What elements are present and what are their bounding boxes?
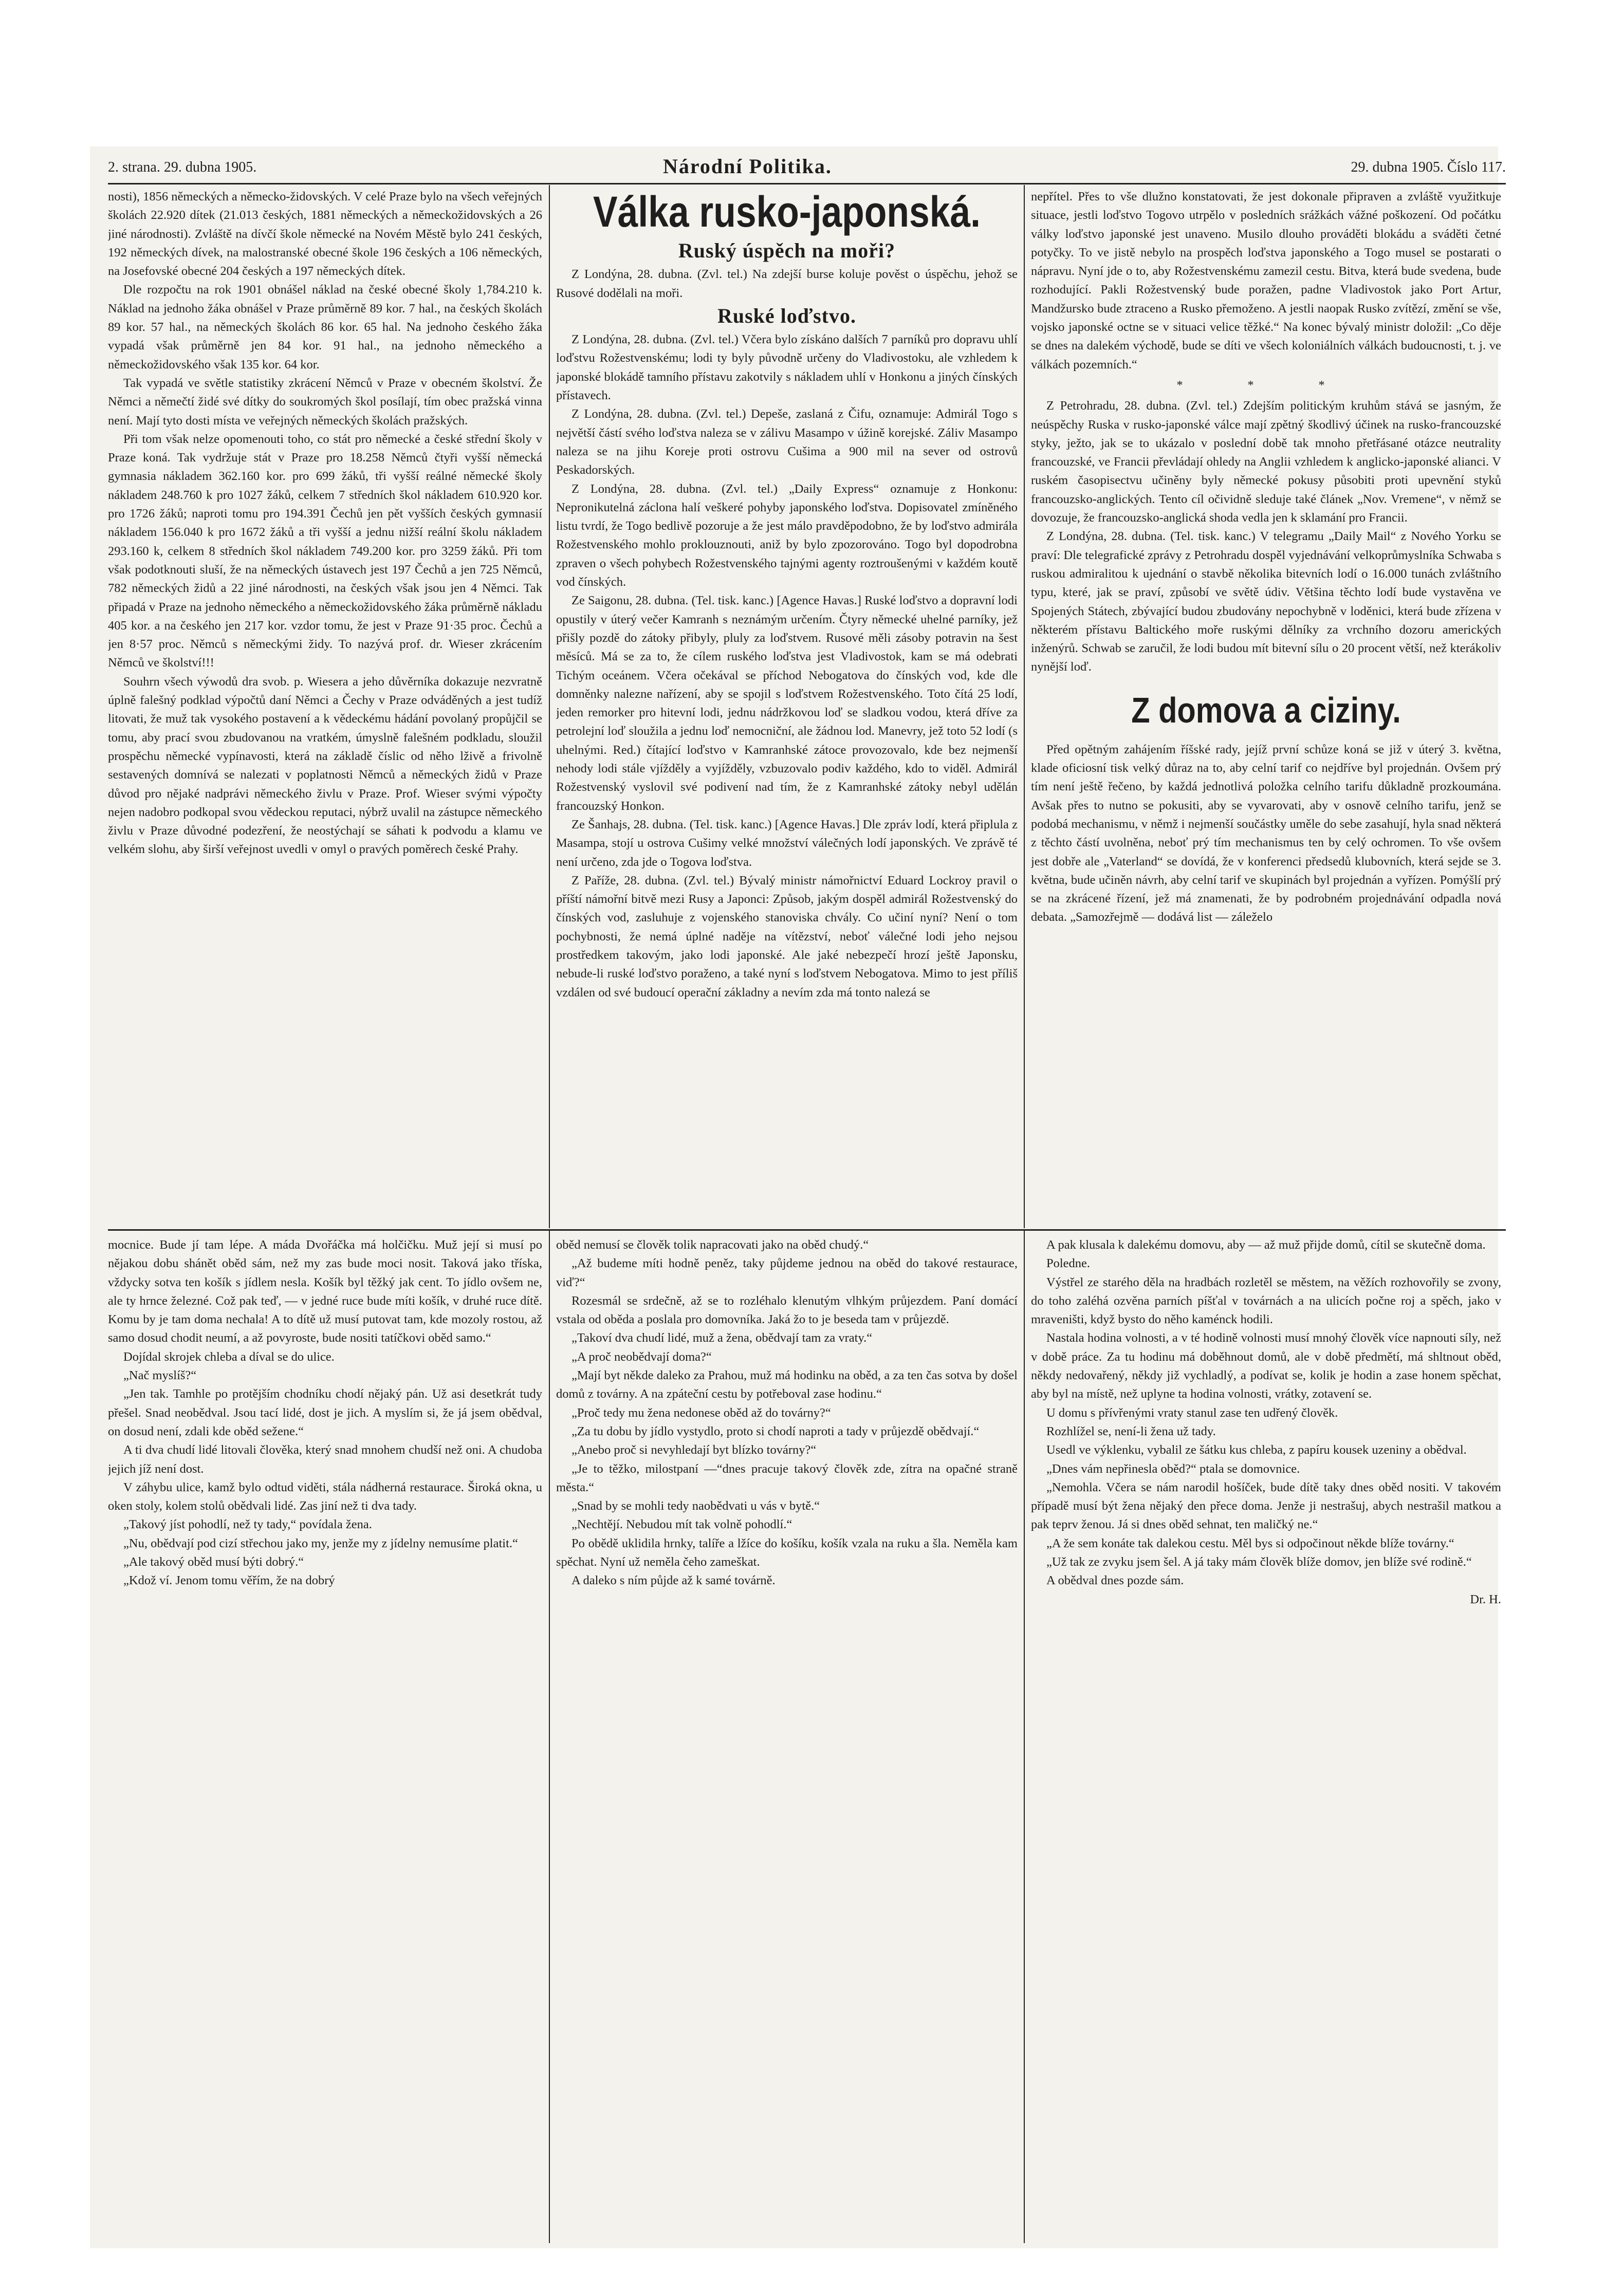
story-paragraph: A obědval dnes pozde sám. — [1046, 1573, 1184, 1588]
story-paragraph: Usedl ve výklenku, vybalil ze šátku kus chleba, z papíru kousek uzeniny a obědval. — [1046, 1443, 1467, 1457]
feuilleton-column-1 — [108, 1236, 542, 2243]
news-item: Ze Šanhajs, 28. dubna. (Tel. tisk. kanc.) [Agence Havas.] Dle zpráv lodí, která připlula z Masampa, stojí u ostrova Cušimy velké množství válečných lodí japonských. Ve zprávě té není určeno, zda jde o Togova loďstva. — [556, 817, 1018, 869]
news-item: nepřítel. Přes to vše dlužno konstatovati, že jest dokonale připraven a zvláště využitkuje situace, jestli loďstvo Togovo utrpělo v posledních srážkách vážné poškození. Od počátku války loďstvo japonské jest unaveno. Musilo dlouho prováděti blokádu a sváděti četné potyčky. To ve jistě nebylo na prospěch loďstva japonského a Togo musel se postarati o nápravu. Nyní jde o to, aby Rožestvenskému zamezil cestu. Bitva, která bude svedena, bude rozhodující. Pakli Rožestvenský bude poražen, padne Vladivostok jako Port Artur, Mandžursko bude ztraceno a Rusko přemoženo. A jestli naopak Rusko zvítězí, změní se vše, vojsko japonské octne se v situaci velice těžké.“ Na konec bývalý ministr doložil: „Co děje se dnes na dalekém východě, bude se díti ve všech koloniálních válkách budoucnosti, t. j. ve válkách pozemních.“ — [1031, 190, 1501, 372]
column-middle-war-news — [556, 186, 1018, 1224]
news-item: Z Londýna, 28. dubna. (Tel. tisk. kanc.) V telegramu „Daily Mail“ z Nového Yorku se praví: Dle telegrafické zprávy z Petrohradu dospěl vyjednávání velkoprůmyslníka Schwaba s ruskou admiralitou k ujednání o stavbě několika bitevních lodí o 16.000 tunách zvláštního typu, které, jak se praví, způsobí ve světě údiv. Většina těchto lodí bude vystavěna ve Spojených Státech, zbývající budou zbudovány nepochybně v loděnici, která bude zřízena v některém přístavu Baltického moře ruskými dělníky za vrchního dozoru amerických inženýrů. Schwab se zaručil, že lodi budou mít bitevní sílu o 20 procent větší, než kterákoliv nynější loď. — [1031, 529, 1501, 674]
article-paragraph: nosti), 1856 německých a německo-židovských. V celé Praze bylo na všech veřejných školách 22.920 dítek (21.013 českých, 1881 německých a německožidovských a 26 jiné národnosti). Zvláště na dívčí škole německé na Novém Městě bylo 241 českých, 192 německých dívek, na malostranské obecné škole 196 českých a 106 německých, na Josefovské obecné 204 českých a 197 německých dítek. — [108, 190, 542, 279]
column-right-news — [1031, 188, 1501, 1223]
headline-war: Válka rusko-japonská. — [593, 188, 981, 236]
article-paragraph: Dle rozpočtu na rok 1901 obnášel náklad na české obecné školy 1,784.210 k. Náklad na jednoho žáka obnášel v Praze průměrně 89 kor. 7 hal., na českých školách 89 kor. 57 hal., na německých školách 86 kor. 65 hal. Na jednoho českého žáka vypadá však průměrně jen 84 kor. 91 hal., na jednoho německého a německožidovského však 135 kor. 64 kor. — [108, 283, 542, 372]
story-paragraph: „Ale takový oběd musí býti dobrý.“ — [123, 1555, 304, 1569]
feuilleton-divider-2 — [1024, 1231, 1025, 2243]
story-paragraph: „Jen tak. Tamhle po protějším chodníku chodí nějaký pán. Už asi desetkrát tudy přešel. Snad neobědval. Jsou tací lidé, dost je jich. A myslím si, že já jsem obědval, on dosud není, zdali kde oběd sežene.“ — [108, 1387, 542, 1438]
feuilleton-column-2 — [556, 1236, 1018, 2243]
story-paragraph: A ti dva chudí lidé litovali člověka, který snad mnohem chudší než oni. A chudoba jejich jíž není dost. — [108, 1443, 542, 1476]
news-item: Před opětným zahájením říšské rady, jejíž první schůze koná se již v úterý 3. května, klade oficiosní tisk velký důraz na to, aby celní tarif co nejdříve byl projednán. Ovšem prý tím není ještě řečeno, by každá jednotlivá položka celního tarifu důkladně prozkoumána. Avšak přes to nutno se pokusiti, aby se vyvarovati, aby v osnově celního tarifu, jenž se podobá mechanismu, v němž i nejmenší součástky uměle do sebe zasahují, hyla snad některá z těchto částí uvolněna, neboť prý tím mechanismus ten by celý ochromen. To vše ovšem jest dobře ale „Vaterland“ se dovídá, že v konferenci předsedů klubovních, která sejde se 3. května, bude učiněn návrh, aby celní tarif ve skupinách byl projednán a vyřízen. Pomýšlí prý se na zkrácené řízení, jež má znamenati, že by podrobném projednávání odpadla nová debata. „Samozřejmě — dodává list — záleželo — [1031, 742, 1501, 924]
story-paragraph: „Už tak ze zvyku jsem šel. A já taky mám člověk blíže domov, jen blíže své rodině.“ — [1046, 1555, 1472, 1569]
feuilleton-rule — [108, 1229, 1506, 1231]
story-paragraph: „Snad by se mohli tedy naobědvati u vás v bytě.“ — [571, 1499, 820, 1513]
story-paragraph: „Takový jíst pohodlí, než ty tady,“ povídala žena. — [123, 1517, 372, 1532]
masthead-date-left: 2. strana. 29. dubna 1905. — [108, 159, 257, 175]
news-item: Z Londýna, 28. dubna. (Zvl. tel.) Včera bylo získáno dalších 7 parníků pro dopravu uhlí loďstvu Rožestvenskému; lodi ty byly původně určeny do Vladivostoku, ale vzhledem k japonské blokádě tamního přístavu zakotvily s nákladem uhlí v Honkonu a jiných čínských přístavech. — [556, 332, 1018, 403]
article-paragraph: Tak vypadá ve světle statistiky zkrácení Němců v Praze v obecném školství. Že Němci a němečtí židé své dítky do soukromých škol posílají, tím obec pražská vinna není. Mají tyto dosti místa ve veřejných německých školách pražských. — [108, 376, 542, 428]
subhead-russian-fleet: Ruské loďstvo. — [717, 304, 857, 327]
story-paragraph: „Nechtějí. Nebudou mít tak volně pohodlí.“ — [571, 1517, 792, 1532]
story-paragraph: Nastala hodina volnosti, a v té hodině volnosti musí mnohý člověk více napnouti síly, než v době práce. Za tu hodinu má doběhnout domů, ale v době předmětí, má shltnout oběd, někdy nedovařený, někdy již vychladlý, a podívat se, kolik je hodin a zase honem spěchat, aby byl na místě, než uplyne ta hodina volnosti, vrátky, zotavení se. — [1031, 1331, 1501, 1401]
author-signature: Dr. H. — [1470, 1592, 1501, 1606]
story-paragraph: „Dnes vám nepřinesla oběd?“ ptala se domovnice. — [1046, 1461, 1300, 1476]
story-paragraph: „Proč tedy mu žena nedonese oběd až do továrny?“ — [571, 1405, 831, 1420]
subhead-naval-success: Ruský úspěch na moři? — [678, 239, 896, 262]
story-paragraph: Poledne. — [1046, 1256, 1091, 1271]
story-paragraph: „Nu, obědvají pod cizí střechou jako my, jenže my z jídelny nemusíme platit.“ — [123, 1536, 518, 1550]
article-paragraph: Souhrn všech výwodů dra svob. p. Wiesera a jeho důvěrníka dokazuje nezvratně úplně falešný podklad výpočtů daní Němci a Čechy v Praze odváděných a jest tudíž litovati, že muž tak vysokého postavení a k vědeckému hádání povolaný propůjčil se tomu, aby prací svou zbudovanou na vratkém, úmyslně falešném podkladu, sloužil prospěchu německé vypínavosti, která na základě číslic od něho lživě a frivolně sestavených domnívá se nalezati v poplatnosti Němců a německých židů v Praze důvod pro nějaké nadprávi německého živlu v Praze. Prof. Wieser svými výpočty nejen nadobro podkopal svou vědeckou reputaci, nýbrž uvalil na zástupce německého živlu v Praze důvodné podezření, že neostýchají se sáhati k podvodu a klamu ve velkém slohu, aby širší veřejnost uvedli v omyl o pravých poměrech české Prahy. — [108, 674, 542, 857]
masthead-date-right: 29. dubna 1905. Číslo 117. — [1351, 159, 1506, 175]
section-separator: * * * — [1176, 378, 1356, 392]
story-paragraph: „A proč neobědvají doma?“ — [571, 1349, 712, 1364]
article-paragraph: Při tom však nelze opomenouti toho, co stát pro německé a české střední školy v Praze koná. Tak vydržuje stát v Praze pro 18.258 Němců čtyři vyšší německá gymnasia nákladem 362.160 kor. pro 699 žáků, tři vyšší reálné německé školy nákladem 248.760 k pro 1027 žáků, celkem 7 středních škol nákladem 610.920 kor. pro 1726 žáků; naproti tomu pro 194.391 Čechů jen pět vyšších českých gymnasií nákladem 156.040 k pro 1672 žáků a tři vyšší a jednu nižší reální školu nákladem 293.160 k, celkem 8 středních škol nákladem 749.200 kor. pro 3259 žáků. Při tom však podotknouti sluší, že na německých ústavech jest 197 Čechů a jen 725 Němců, 782 německých židů a 22 jiné národnosti, na českých však jsou jen 4 Němci. Tak připadá v Praze na jednoho německého a německožidovského žáka průměrně nákladu 405 kor. a na českého jen 217 kor. vzdor tomu, že jest v Praze 91·35 proc. Čechů a jen 8·57 proc. Němců s německými židy. To nazývá prof. dr. Wieser zkrácením Němců ve školství!!! — [108, 432, 542, 670]
news-item: Z Londýna, 28. dubna. (Zvl. tel.) Na zdejší burse koluje pověst o úspěchu, jehož se Rusové dodělali na moři. — [556, 267, 1018, 300]
story-paragraph: U domu s přívřenými vraty stanul zase ten udřený člověk. — [1046, 1405, 1338, 1420]
section-title-domestic: Z domova a ciziny. — [1131, 690, 1401, 730]
story-paragraph: „Až budeme míti hodně peněz, taky půjdeme jednou na oběd do takové restaurace, viď?“ — [556, 1256, 1018, 1289]
masthead — [108, 154, 1506, 185]
news-item: Z Petrohradu, 28. dubna. (Zvl. tel.) Zdejším politickým kruhům stává se jasným, že neúspěchy Ruska v rusko-japonské válce mají zpětný škodlivý účinek na rusko-francouzské styky, ježto, jak se to ukázalo v poslední době tak mnoho přetřásané otázce neutrality francouzské, ve Francii převládají ohledy na Anglii vzhledem k anglicko-japonské alianci. V ruském časopisectvu učiněny byly německé pokusy působiti proti upevnění styků francouzsko-anglických. Tento cíl očividně sleduje také článek „Nov. Vremene“, v němž se dovozuje, že francouzsko-anglická shoda vedla jen k sklamání pro Francii. — [1031, 399, 1501, 525]
story-paragraph: V záhybu ulice, kamž bylo odtud viděti, stála nádherná restaurace. Široká okna, u oken stoly, kolem stolů obědvali lidé. Zas jiní než ti dva tady. — [108, 1480, 542, 1513]
story-paragraph: „Takoví dva chudí lidé, muž a žena, obědvají tam za vraty.“ — [571, 1331, 873, 1345]
masthead-rule — [108, 183, 1506, 184]
story-paragraph: Dojídal skrojek chleba a díval se do ulice. — [123, 1349, 335, 1364]
story-paragraph: „Za tu dobu by jídlo vystydlo, proto si chodí naproti a tady v průjezdě obědvají.“ — [571, 1424, 980, 1438]
story-paragraph: „A že sem konáte tak dalekou cestu. Měl bys si odpočinout někde blíže továrny.“ — [1046, 1536, 1454, 1550]
story-paragraph: „Nemohla. Včera se nám narodil hošíček, bude dítě taky dnes oběd nositi. V takovém případě musí být žena nějaký den přece doma. Jenže ji nestrašuj, abych nestrašil matkou a pak teprv ženou. Já si dnes oběd sehnat, ten maličký ne.“ — [1031, 1480, 1501, 1532]
story-paragraph: „Anebo proč si nevyhledají byt blízko továrny?“ — [571, 1443, 817, 1457]
masthead-title: Národní Politika. — [663, 155, 832, 178]
story-paragraph: Rozhlížel se, není-li žena už tady. — [1046, 1424, 1216, 1438]
story-paragraph: oběd nemusí se člověk tolik napracovati jako na oběd chudý.“ — [556, 1238, 869, 1252]
column-divider-1 — [549, 185, 550, 1228]
news-item: Z Londýna, 28. dubna. (Zvl. tel.) Depeše, zaslaná z Čifu, oznamuje: Admirál Togo s největší částí svého loďstva naleza se v zálivu Masampo v úžině korejské. Záliv Masampo naleza se na jihu Koreje proti ostrovu Cušima a 900 mil na sever od ostrovů Peskadorských. — [556, 407, 1018, 477]
story-paragraph: „Mají byt někde daleko za Prahou, muž má hodinku na oběd, a za ten čas sotva by došel domů z továrny. A na zpáteční cestu by potřeboval zase hodinu.“ — [556, 1368, 1018, 1401]
story-paragraph: A daleko s ním půjde až k samé továrně. — [571, 1573, 776, 1588]
story-paragraph: „Kdož ví. Jenom tomu věřím, že na dobrý — [123, 1573, 335, 1588]
story-paragraph: A pak klusala k dalekému domovu, aby — až muž přijde domů, cítil se skutečně doma. — [1046, 1238, 1486, 1252]
column-left-statistics — [108, 188, 542, 1220]
story-paragraph: Výstřel ze starého děla na hradbách rozletěl se městem, na věžích rozhovořily se zvony, do toho zaléhá ozvěna parních píšťal v továrnách a na ulicích počne roj a spěch, jako v mraveništi, když bysto do něho kaménck hodili. — [1031, 1275, 1501, 1327]
feuilleton-divider-1 — [549, 1231, 550, 2243]
story-paragraph: „Je to těžko, milostpaní —“dnes pracuje takový člověk zde, zítra na opačné straně města.“ — [556, 1461, 1018, 1494]
news-item: Ze Saigonu, 28. dubna. (Tel. tisk. kanc.) [Agence Havas.] Ruské loďstvo a dopravní lodi opustily v úterý večer Kamranh s neznámým určením. Čtyry německé uhelné parníky, jež přišly pozdě do zátoky přibyly, pluly za loďstvem. Rusové měli zásoby potravin na šest měsíců. Má se za to, že cílem ruského loďstva jest Vladivostok, kam se má odebrati Tichým oceánem. Včera očekával se příchod Nebogatova do čínských vod, kde dle domněnky nalezne nařízení, aby se spojil s loďstvem Rožestvenského. Toto čítá 25 lodí, jeden remorker pro hitevní lodi, jednu nádržkovou loď se sladkou vodou, která dříve za petrolejní loď sloužila a jednu loď nemocniční, ale žádnou lod. Manevry, jež toto 52 lodí (s uhelnými. Red.) čítající loďstvo v Kamranhské zátoce provozovalo, kde bez nejmenší nehody lodi stále vjížděly a vyjížděly, vzbuzovalo podiv každého, kdo to viděl. Admirál Rožestvenský vyslovil své podivení nad tím, že z Kamranhské zátoky nebyl udělán francouzský Honkon. — [556, 594, 1018, 813]
news-item: Z Londýna, 28. dubna. (Zvl. tel.) „Daily Express“ oznamuje z Honkonu: Nepronikutelná záclona halí veškeré pohyby japonského loďstva. Dopisovatel zmíněného listu tvrdí, že Togo bedlivě pozoruje a že jest málo pravděpodobno, že by loďstvo admirála Rožestvenského mohlo proklouznouti, aniž by bylo zpozorováno. Togo byl dopodrobna zpraven o všech pohybech Rožestvenského tajnými agenty roztroušenými v každém koutě vod čínských. — [556, 482, 1018, 589]
story-paragraph: „Nač myslíš?“ — [123, 1368, 197, 1383]
story-paragraph: Po obědě uklidila hrnky, talíře a lžíce do košíku, košík vzala na ruku a šla. Neměla kam spěchat. Nyní už neměla čeho zameškat. — [556, 1536, 1018, 1569]
story-paragraph: mocnice. Bude jí tam lépe. A máda Dvořáčka má holčičku. Muž její si musí po nějakou dobu shánět oběd sám, než my zas bude moci nosit. Taková jako tříska, vždycky sotva ten košík s jídlem nesla. Košík byl těžký jak cent. To jídlo ovšem ne, ale ty hrnce železné. Což pak teď, — v jedné ruce bude míti košík, v druhé ruce dítě. Komu by je tam doma nechala! A to dítě už musí putovat tam, kde mozoly rostou, až samo dosud chodit neumí, a až povyroste, bude nositi tatíčkovi oběd samo.“ — [108, 1238, 542, 1345]
feuilleton-column-3 — [1031, 1236, 1501, 2243]
story-paragraph: Rozesmál se srdečně, až se to rozléhalo klenutým vlhkým průjezdem. Paní domácí vstala od oběda a poslala pro domovníka. Jaká žo to je beseda tam v průjezdě. — [556, 1293, 1018, 1327]
column-divider-2 — [1024, 185, 1025, 1228]
news-item: Z Paříže, 28. dubna. (Zvl. tel.) Bývalý ministr námořnictví Eduard Lockroy pravil o příští námořní bitvě mezi Rusy a Japonci: Způsob, jakým dospěl admirál Rožestvenský do čínských vod, zasluhuje z vojenského stanoviska chvály. Co učiní nyní? Není o tom pochybnosti, že nemá úplné naděje na vítězství, neboť válečné lodi jeho nejsou prostředkem takovým, jako lodi japonské. Ale jaké nebezpečí hrozí ještě Japonsku, nebude-li ruské loďstvo poraženo, a také nyní s loďstvem Nebogatova. Mimo to jest příliš vzdálen od své budoucí operační základny a nevím zda má tonto nalezá se — [556, 873, 1018, 999]
